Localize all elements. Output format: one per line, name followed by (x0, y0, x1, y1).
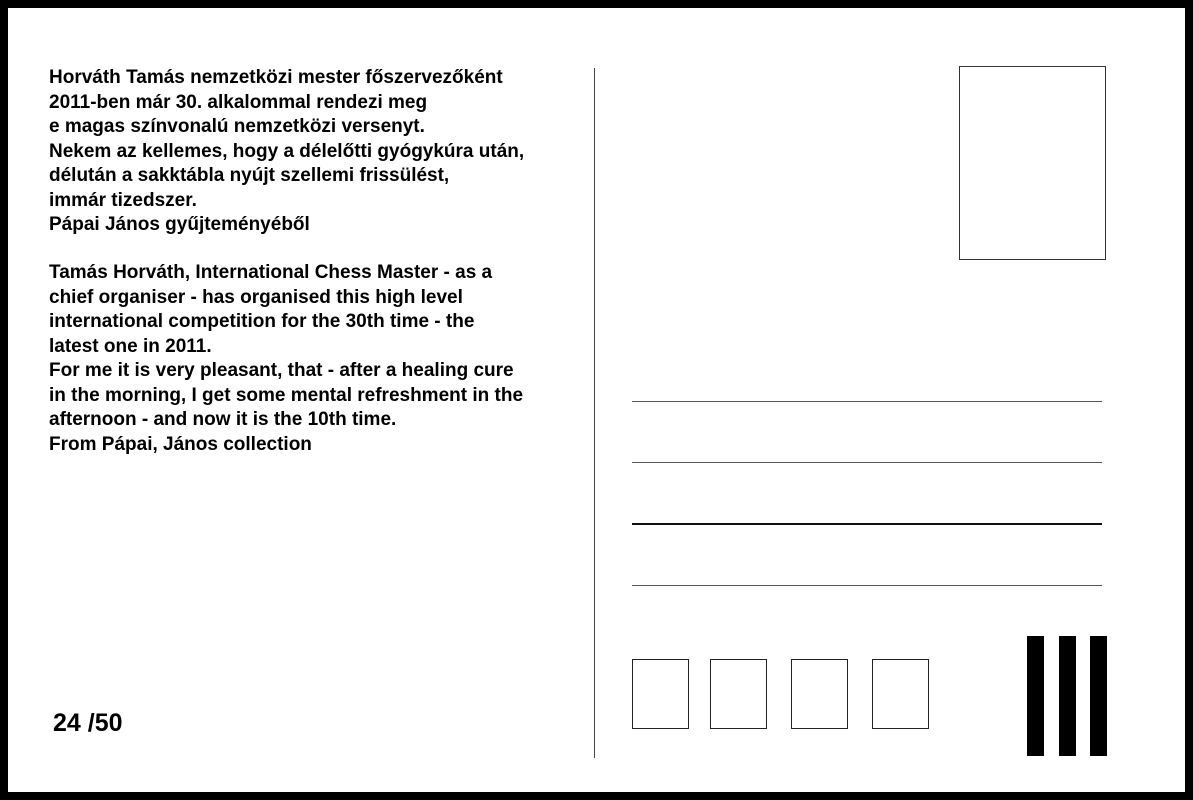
card-number: 24 /50 (53, 709, 123, 737)
message-line: For me it is very pleasant, that - after a healing cure (49, 360, 514, 381)
message-line: Nekem az kellemes, hogy a délelőtti gyógykúra után, (49, 140, 525, 162)
hungarian-message (49, 66, 524, 238)
postcode-box-3 (791, 659, 848, 729)
postcard-back (8, 8, 1185, 792)
vertical-divider (594, 68, 595, 758)
message-line: afternoon - and now it is the 10th time. (49, 409, 397, 430)
message-line: Tamás Horváth, International Chess Master - as a (49, 262, 493, 283)
postal-bar-2 (1059, 636, 1076, 756)
address-line-1 (632, 401, 1102, 402)
message-line: international competition for the 30th time - the (49, 311, 475, 332)
postcode-box-1 (632, 659, 689, 729)
address-line-4 (632, 585, 1102, 586)
address-line-2 (632, 462, 1102, 463)
address-line-3 (632, 523, 1102, 525)
message-line: Horváth Tamás nemzetközi mester főszervezőként (49, 67, 503, 88)
message-line: délután a sakktábla nyújt szellemi frissülést, (49, 165, 450, 186)
message-line: chief organiser - has organised this high level (49, 286, 463, 308)
message-line: e magas színvonalú nemzetközi versenyt. (49, 116, 425, 137)
stamp-box (959, 66, 1106, 260)
postal-bar-1 (1027, 636, 1044, 756)
message-line: latest one in 2011. (49, 335, 212, 357)
english-message (49, 261, 523, 457)
postal-bar-3 (1090, 636, 1107, 756)
postcode-box-2 (710, 659, 767, 729)
collection-credit: From Pápai, János collection (49, 433, 312, 455)
message-line: immár tizedszer. (49, 189, 197, 211)
message-line: in the morning, I get some mental refreshment in the (49, 384, 524, 406)
postcode-box-4 (872, 659, 929, 729)
message-line: 2011-ben már 30. alkalommal rendezi meg (49, 91, 428, 113)
collection-credit: Pápai János gyűjteményéből (49, 214, 310, 235)
